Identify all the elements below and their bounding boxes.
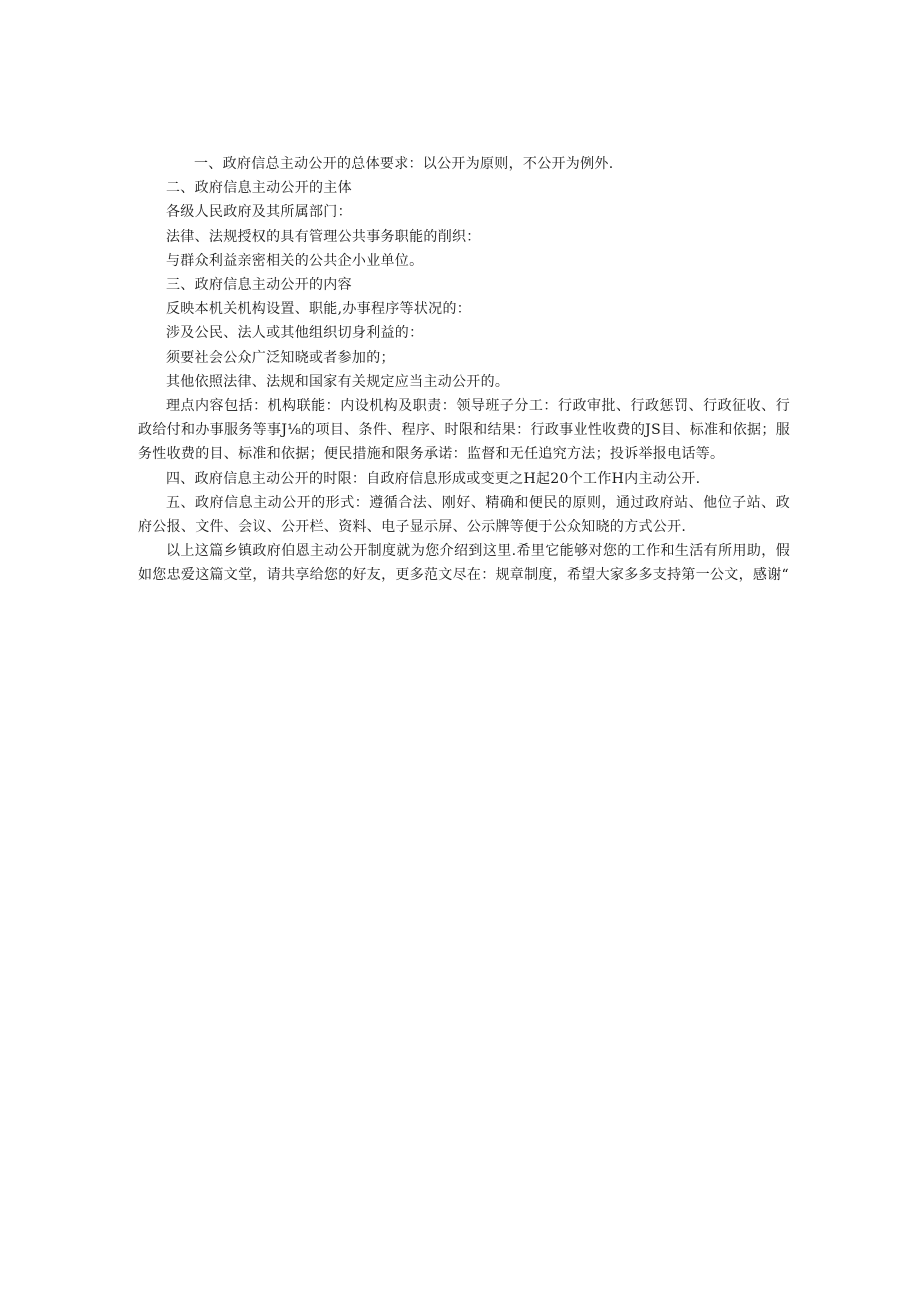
paragraph-closing: 以上这篇乡镇政府伯恩主动公开制度就为您介绍到这里.希里它能够对您的工作和生活有所用助，假如您忠爱这篇文堂，请共享给您的好友，更多范文尽在：规章制度，希望大家多多支持第一公文，感谢“ [138,543,790,584]
paragraph-key-content: 理点内容包括：机构联能：内设机构及职责：领导班子分工：行政审批、行政惩罚、行政征收、行政给付和办事服务等事J⅛的项目、条件、程序、时限和结果：行政事业性收费的JS目、标准和依据；服务性收费的目、标准和依据；便民措施和限务承诺：监督和无任追究方法；投诉举报电话等。 [138,398,790,463]
paragraph-content-4: 其他依照法律、法规和国家有关规定应当主动公开的。 [166,373,510,390]
paragraph-form: 五、政府信息主动公开的形式：遵循合法、刚好、精确和便民的原则，通过政府站、他位子站、政府公报、文件、会议、公开栏、资料、电子显示屏、公示牌等便于公众知晓的方式公开. [138,494,790,536]
heading-content: 三、政府信息主动公开的内容 [166,277,352,294]
paragraph-general-requirement: 一、政府信总主动公开的总体要求：以公开为原则，不公开为例外. [194,156,614,172]
paragraph-time-limit: 四、政府信息主动公开的时限：自政府信息形成或变更之H起20个工作H内主动公开. [166,470,701,487]
paragraph-subject-2: 法律、法规授权的具有管理公共事务职能的削织： [166,228,481,245]
paragraph-subject-3: 与群众利益亲密相关的公共企小业单位。 [166,252,424,269]
paragraph-content-3: 须要社会公众广泛知晓或者参加的； [166,349,395,366]
document-body [138,152,790,588]
paragraph-subject-1: 各级人民政府及其所属部门： [166,204,352,221]
heading-subject: 二、政府信息主动公开的主体 [166,180,352,197]
paragraph-content-1: 反映本机关机构设置、职能,办事程序等状况的： [166,301,472,318]
paragraph-content-2: 涉及公民、法人或其他组织切身利益的： [166,325,424,342]
